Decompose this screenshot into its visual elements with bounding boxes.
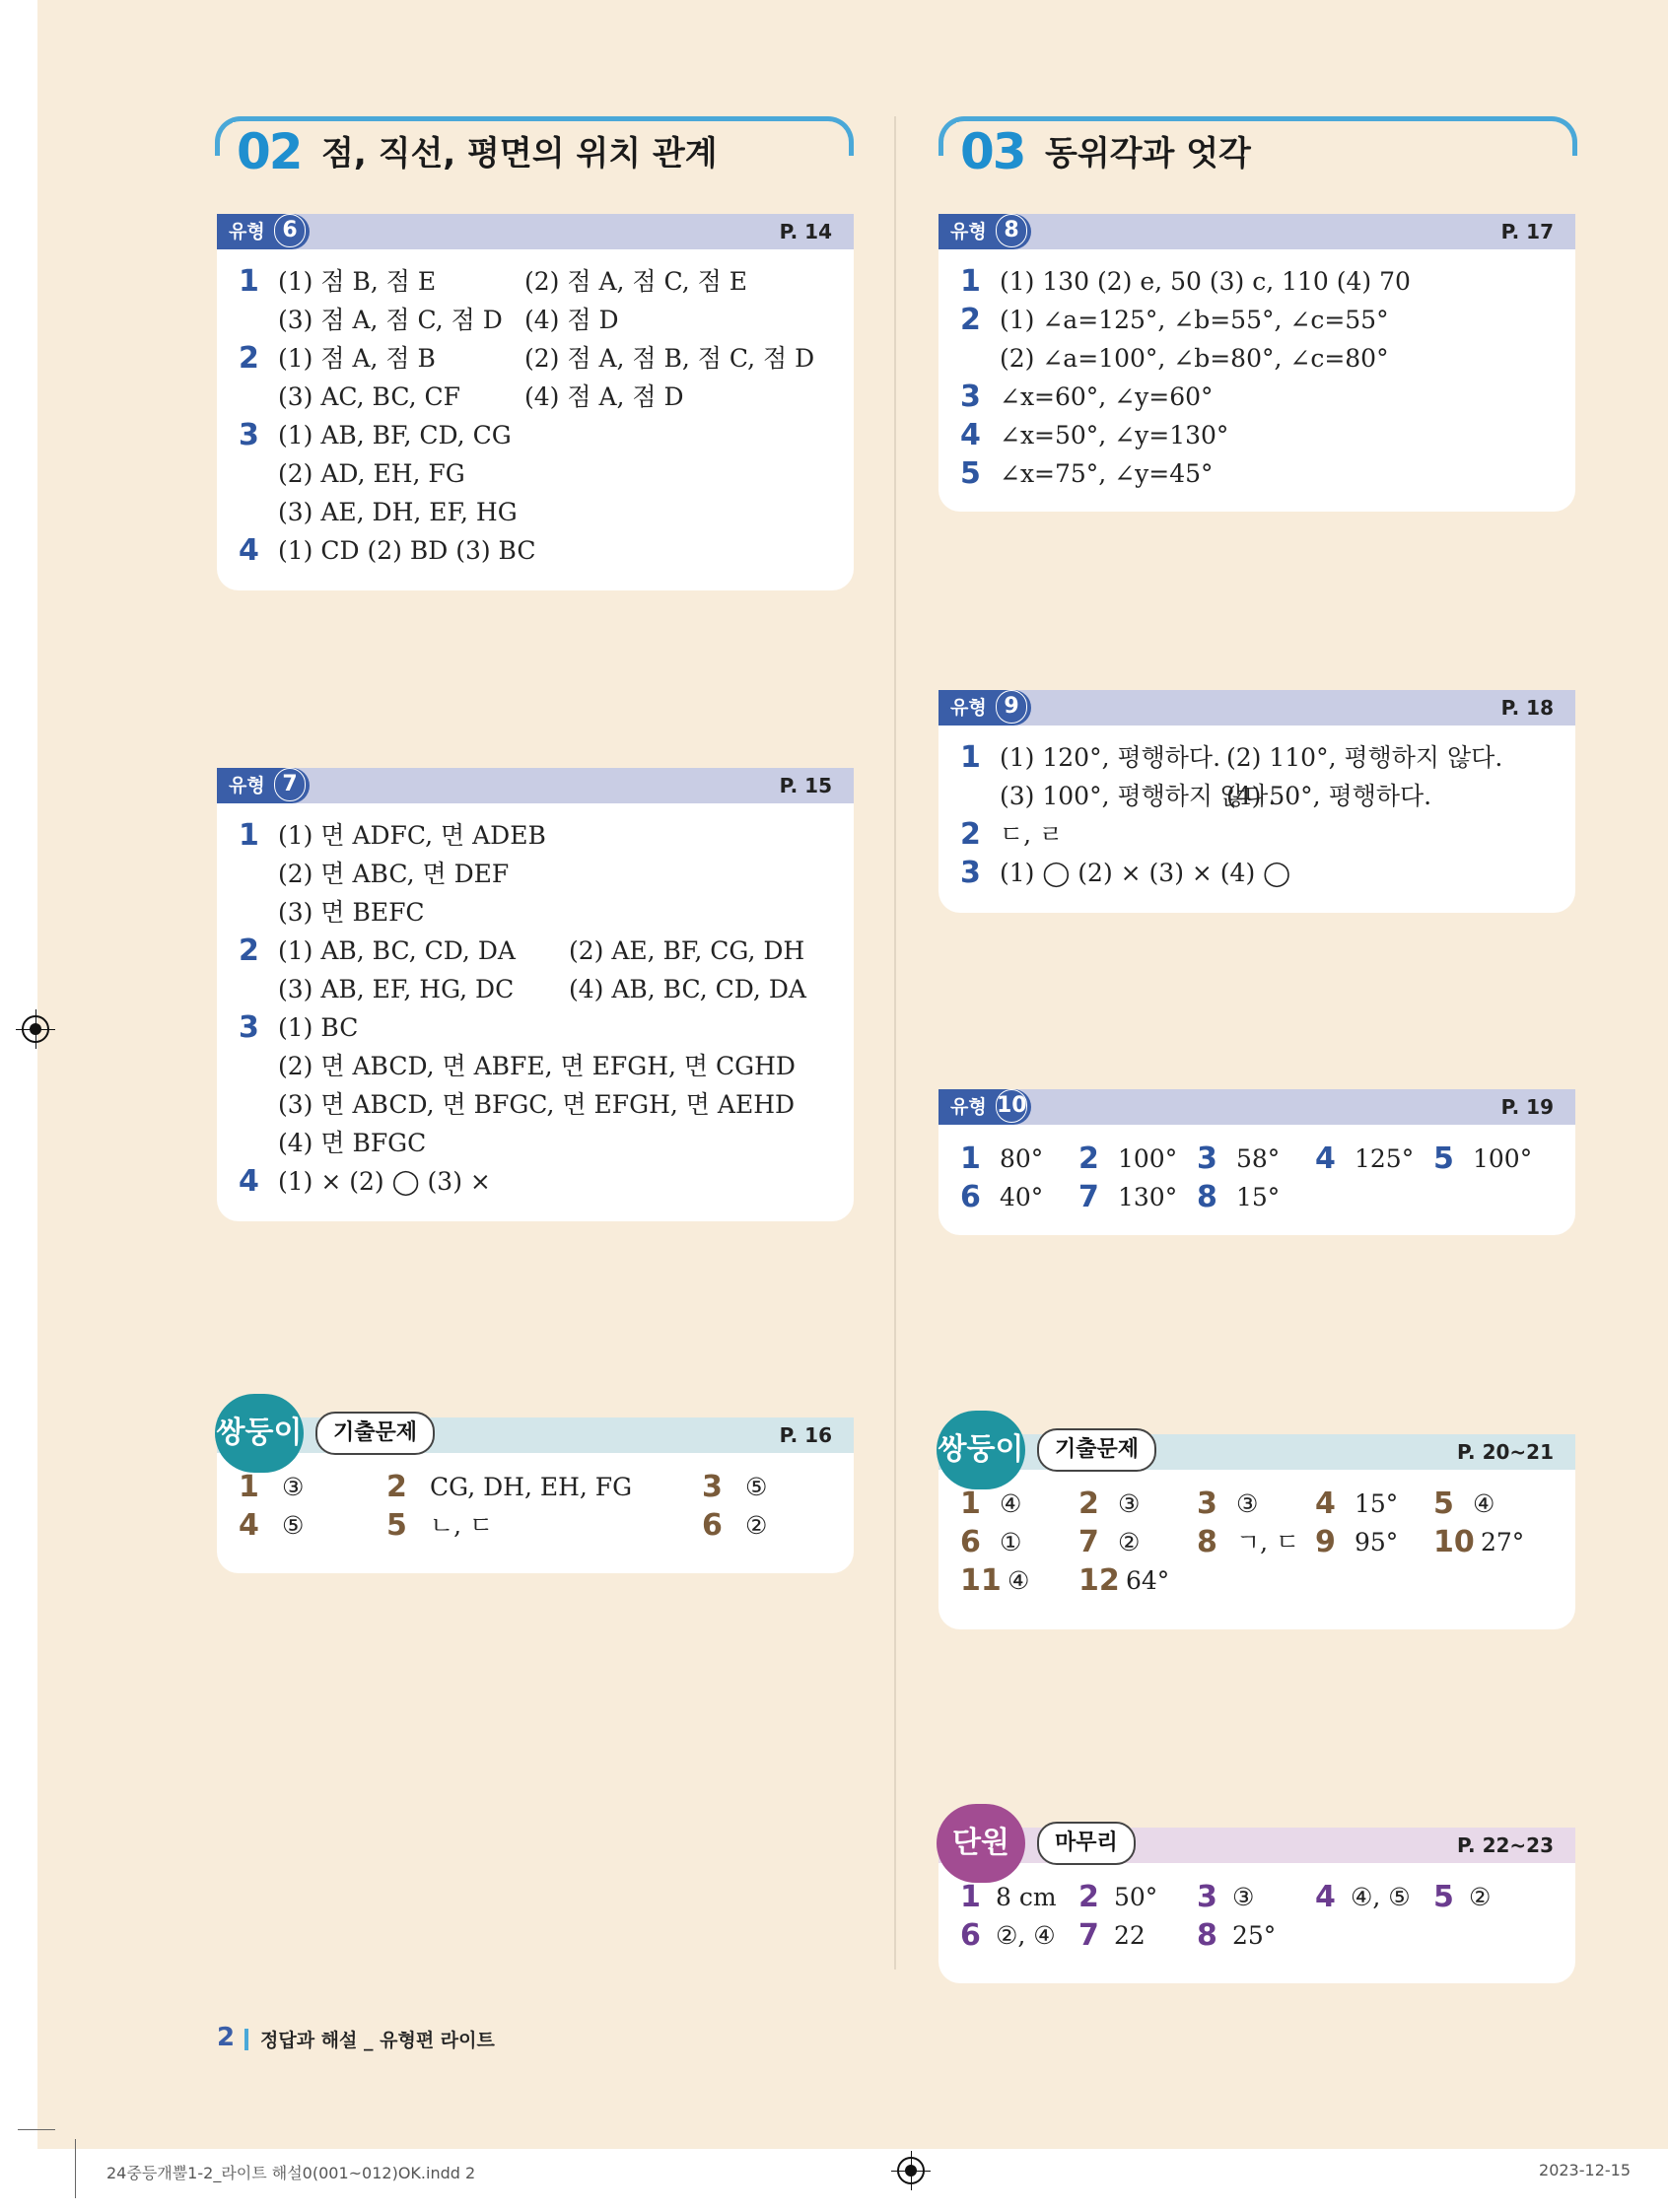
answer-text: (1) AB, BF, CD, CG bbox=[278, 421, 512, 449]
answer-text: (2) ∠a=100°, ∠b=80°, ∠c=80° bbox=[1000, 344, 1389, 373]
question-number: 3 bbox=[960, 380, 981, 414]
question-number: 3 bbox=[702, 1470, 723, 1504]
answer-text: (3) AE, DH, EF, HG bbox=[278, 498, 518, 526]
answer-text: ④ bbox=[1473, 1489, 1495, 1518]
column-divider bbox=[894, 116, 896, 1970]
answer-box-type-9 bbox=[938, 690, 1575, 913]
page-reference: P. 22~23 bbox=[1457, 1833, 1554, 1857]
answer-text: 125° bbox=[1355, 1144, 1415, 1173]
unit-badge: 단원 bbox=[937, 1804, 1025, 1883]
answer-text: ④, ⑤ bbox=[1351, 1883, 1411, 1911]
answer-text: (1) ∠a=125°, ∠b=55°, ∠c=55° bbox=[1000, 306, 1389, 334]
question-number: 6 bbox=[702, 1508, 723, 1543]
section-number: 03 bbox=[956, 122, 1029, 181]
crop-mark bbox=[18, 2129, 55, 2130]
answer-text-secondary: (4) AB, BC, CD, DA bbox=[569, 975, 806, 1003]
page-reference: P. 15 bbox=[779, 774, 832, 797]
answer-text: (2) 면 ABC, 면 DEF bbox=[278, 860, 510, 888]
question-number: 8 bbox=[1197, 1918, 1217, 1953]
section-heading: 동위각과 엇각 bbox=[1045, 134, 1251, 173]
answer-text-secondary: (2) 점 A, 점 C, 점 E bbox=[524, 267, 747, 296]
answer-text: ∠x=75°, ∠y=45° bbox=[1000, 459, 1214, 488]
answer-text: (1) CD (2) BD (3) BC bbox=[278, 536, 536, 565]
answer-text: 130° bbox=[1118, 1183, 1178, 1211]
registration-mark-icon bbox=[22, 1015, 49, 1043]
answer-box-type-10 bbox=[938, 1089, 1575, 1235]
section-title-03 bbox=[938, 116, 1577, 185]
question-number: 2 bbox=[1078, 1486, 1099, 1521]
answer-text: (3) AC, BC, CF bbox=[278, 382, 460, 411]
page-reference: P. 16 bbox=[779, 1423, 832, 1447]
answer-text: (1) 면 ADFC, 면 ADEB bbox=[278, 821, 546, 850]
answer-text: ⑤ bbox=[282, 1511, 305, 1540]
answer-text: (2) 면 ABCD, 면 ABFE, 면 EFGH, 면 CGHD bbox=[278, 1052, 796, 1080]
question-number: 3 bbox=[1197, 1141, 1217, 1176]
answer-text: (1) 점 B, 점 E bbox=[278, 267, 437, 296]
type-tag: 유형 8 bbox=[938, 214, 1031, 249]
question-number: 2 bbox=[960, 303, 981, 337]
answer-text: 8 cm bbox=[996, 1883, 1057, 1911]
unit-review-box bbox=[938, 1828, 1575, 1983]
page-reference: P. 19 bbox=[1500, 1095, 1554, 1119]
question-number: 5 bbox=[1433, 1486, 1454, 1521]
twin-exam-box-right bbox=[938, 1434, 1575, 1629]
answer-text: 25° bbox=[1232, 1921, 1277, 1950]
answer-text: ㄱ, ㄷ bbox=[1236, 1528, 1300, 1556]
answer-text: 15° bbox=[1355, 1489, 1399, 1518]
type-tag: 유형 10 bbox=[938, 1089, 1031, 1125]
print-slug-date: 2023-12-15 bbox=[1539, 2161, 1631, 2179]
question-number: 1 bbox=[960, 264, 981, 299]
question-number: 7 bbox=[1078, 1180, 1099, 1214]
answer-box-type-6 bbox=[217, 214, 854, 590]
question-number: 1 bbox=[960, 1141, 981, 1176]
question-number: 1 bbox=[960, 740, 981, 775]
answer-text: 22 bbox=[1114, 1921, 1146, 1950]
question-number: 8 bbox=[1197, 1525, 1217, 1559]
page-reference: P. 20~21 bbox=[1457, 1440, 1554, 1464]
answer-text: 100° bbox=[1473, 1144, 1533, 1173]
answer-text-secondary: (4) 점 D bbox=[524, 306, 619, 334]
question-number: 3 bbox=[1197, 1486, 1217, 1521]
question-number: 8 bbox=[1197, 1180, 1217, 1214]
answer-text: ① bbox=[1000, 1528, 1022, 1556]
section-number: 02 bbox=[233, 122, 306, 181]
question-number: 1 bbox=[239, 1470, 259, 1504]
answer-text: (3) 면 BEFC bbox=[278, 898, 425, 927]
answer-text: (4) 면 BFGC bbox=[278, 1129, 427, 1157]
question-number: 2 bbox=[1078, 1141, 1099, 1176]
print-slug-file: 24중등개뿔1-2_라이트 해설0(001~012)OK.indd 2 bbox=[106, 2164, 476, 2182]
question-number: 2 bbox=[1078, 1880, 1099, 1914]
question-number: 3 bbox=[239, 418, 259, 452]
answer-text: (1) ◯ (2) × (3) × (4) ◯ bbox=[1000, 859, 1291, 887]
exam-label: 기출문제 bbox=[1037, 1428, 1156, 1472]
question-number: 1 bbox=[960, 1486, 981, 1521]
box-header bbox=[938, 1089, 1575, 1125]
title-arc bbox=[938, 116, 1577, 156]
question-number: 3 bbox=[1197, 1880, 1217, 1914]
answer-text-secondary: (4) 점 A, 점 D bbox=[524, 382, 684, 411]
page-reference: P. 18 bbox=[1500, 696, 1554, 720]
question-number: 4 bbox=[239, 1164, 259, 1199]
question-number: 4 bbox=[239, 1508, 259, 1543]
answer-text: ③ bbox=[1232, 1883, 1255, 1911]
page-reference: P. 17 bbox=[1500, 220, 1554, 243]
twin-exam-box-left bbox=[217, 1417, 854, 1573]
question-number: 12 bbox=[1078, 1563, 1120, 1598]
answer-text: ② bbox=[1469, 1883, 1492, 1911]
answer-text: ② bbox=[1118, 1528, 1141, 1556]
answer-text-secondary: (2) AE, BF, CG, DH bbox=[569, 936, 805, 965]
box-header bbox=[938, 690, 1575, 726]
answer-text: (3) 100°, 평행하지 않다. bbox=[1000, 782, 1277, 810]
question-number: 7 bbox=[1078, 1525, 1099, 1559]
answer-text: ③ bbox=[1118, 1489, 1141, 1518]
answer-text-secondary: (4) 50°, 평행하다. bbox=[1226, 782, 1432, 810]
answer-box-type-7 bbox=[217, 768, 854, 1221]
answer-text: (1) AB, BC, CD, DA bbox=[278, 936, 516, 965]
page-reference: P. 14 bbox=[779, 220, 832, 243]
answer-text: ⑤ bbox=[745, 1473, 768, 1501]
answer-text: ③ bbox=[1236, 1489, 1259, 1518]
answer-text: ∠x=50°, ∠y=130° bbox=[1000, 421, 1229, 449]
question-number: 9 bbox=[1315, 1525, 1336, 1559]
question-number: 2 bbox=[386, 1470, 407, 1504]
twin-badge: 쌍둥이 bbox=[215, 1394, 304, 1473]
type-tag: 유형 6 bbox=[217, 214, 310, 249]
question-number: 4 bbox=[960, 418, 981, 452]
question-number: 4 bbox=[239, 533, 259, 568]
answer-text: (1) BC bbox=[278, 1013, 359, 1042]
type-tag: 유형 7 bbox=[217, 768, 310, 803]
footer-title: 정답과 해설 _ 유형편 라이트 bbox=[260, 2030, 495, 2051]
question-number: 4 bbox=[1315, 1486, 1336, 1521]
question-number: 4 bbox=[1315, 1141, 1336, 1176]
question-number: 3 bbox=[239, 1010, 259, 1045]
answer-text: 95° bbox=[1355, 1528, 1399, 1556]
answer-text: (1) 120°, 평행하다. bbox=[1000, 743, 1221, 772]
box-header bbox=[217, 1417, 854, 1453]
answer-text: ③ bbox=[282, 1473, 305, 1501]
type-tag: 유형 9 bbox=[938, 690, 1031, 726]
answer-text: 50° bbox=[1114, 1883, 1158, 1911]
box-header bbox=[938, 1828, 1575, 1863]
question-number: 4 bbox=[1315, 1880, 1336, 1914]
question-number: 2 bbox=[239, 341, 259, 376]
question-number: 5 bbox=[1433, 1880, 1454, 1914]
answer-text: (1) 130 (2) e, 50 (3) c, 110 (4) 70 bbox=[1000, 267, 1411, 296]
answer-box-type-8 bbox=[938, 214, 1575, 512]
question-number: 10 bbox=[1433, 1525, 1475, 1559]
question-number: 7 bbox=[1078, 1918, 1099, 1953]
answer-text: 15° bbox=[1236, 1183, 1281, 1211]
registration-mark-icon bbox=[897, 2157, 925, 2184]
twin-badge: 쌍둥이 bbox=[937, 1411, 1025, 1489]
answer-text: ② bbox=[745, 1511, 768, 1540]
answer-text: (3) 면 ABCD, 면 BFGC, 면 EFGH, 면 AEHD bbox=[278, 1090, 796, 1119]
answer-text: (1) × (2) ◯ (3) × bbox=[278, 1167, 491, 1196]
answer-text: 58° bbox=[1236, 1144, 1281, 1173]
answer-text: (2) AD, EH, FG bbox=[278, 459, 465, 488]
answer-text: (3) 점 A, 점 C, 점 D bbox=[278, 306, 503, 334]
question-number: 11 bbox=[960, 1563, 1002, 1598]
question-number: 5 bbox=[1433, 1141, 1454, 1176]
question-number: 1 bbox=[239, 818, 259, 853]
footer-divider bbox=[244, 2029, 248, 2050]
page-number: 2 bbox=[217, 2023, 236, 2052]
question-number: 5 bbox=[386, 1508, 407, 1543]
answer-text: CG, DH, EH, FG bbox=[430, 1473, 633, 1501]
answer-text: (1) 점 A, 점 B bbox=[278, 344, 436, 373]
answer-text: ㄷ, ㄹ bbox=[1000, 820, 1064, 849]
answer-text: 64° bbox=[1126, 1566, 1170, 1595]
answer-text: ④ bbox=[1000, 1489, 1022, 1518]
answer-text: 80° bbox=[1000, 1144, 1044, 1173]
section-title-02 bbox=[215, 116, 854, 185]
box-header bbox=[217, 768, 854, 803]
question-number: 3 bbox=[960, 856, 981, 890]
answer-text: 100° bbox=[1118, 1144, 1178, 1173]
box-header bbox=[938, 214, 1575, 249]
question-number: 5 bbox=[960, 456, 981, 491]
answer-text: 27° bbox=[1481, 1528, 1525, 1556]
review-label: 마무리 bbox=[1037, 1822, 1136, 1865]
box-header bbox=[938, 1434, 1575, 1470]
section-heading: 점, 직선, 평면의 위치 관계 bbox=[321, 134, 718, 173]
crop-mark bbox=[75, 2139, 76, 2198]
answer-text-secondary: (2) 점 A, 점 B, 점 C, 점 D bbox=[524, 344, 815, 373]
box-header bbox=[217, 214, 854, 249]
question-number: 2 bbox=[960, 817, 981, 852]
answer-text-secondary: (2) 110°, 평행하지 않다. bbox=[1226, 743, 1503, 772]
answer-text: ④ bbox=[1008, 1566, 1030, 1595]
answer-text: (3) AB, EF, HG, DC bbox=[278, 975, 515, 1003]
question-number: 2 bbox=[239, 933, 259, 968]
question-number: 6 bbox=[960, 1180, 981, 1214]
answer-text: ∠x=60°, ∠y=60° bbox=[1000, 382, 1214, 411]
answer-text: 40° bbox=[1000, 1183, 1044, 1211]
question-number: 6 bbox=[960, 1525, 981, 1559]
exam-label: 기출문제 bbox=[315, 1412, 435, 1455]
answer-text: ②, ④ bbox=[996, 1921, 1056, 1950]
answer-text: ㄴ, ㄷ bbox=[430, 1511, 494, 1540]
question-number: 1 bbox=[239, 264, 259, 299]
question-number: 6 bbox=[960, 1918, 981, 1953]
question-number: 1 bbox=[960, 1880, 981, 1914]
